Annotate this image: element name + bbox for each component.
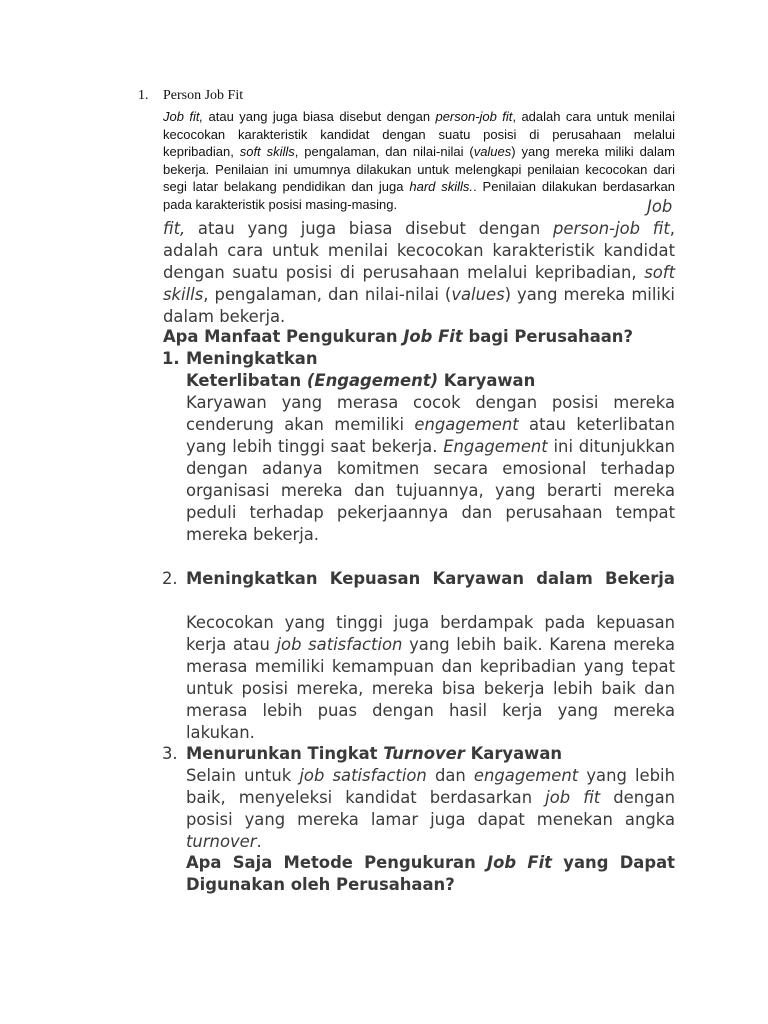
- emphasis: values: [451, 285, 505, 304]
- methods-heading: [186, 852, 675, 896]
- text-run: dan: [426, 766, 474, 785]
- text-run: Apa Manfaat Pengukuran: [163, 327, 404, 346]
- text-run: Meningkatkan: [186, 349, 318, 368]
- emphasis: soft skills: [239, 144, 295, 159]
- text-run: atau yang juga biasa disebut dengan: [185, 219, 553, 238]
- benefit-body: [186, 612, 675, 744]
- emphasis: hard skills.: [409, 179, 474, 194]
- text-run: Meningkatkan Kepuasan Karyawan dalam Bekerja: [186, 569, 675, 588]
- text-run: .: [256, 832, 262, 851]
- text-run: Selain untuk: [186, 766, 300, 785]
- text-run: , adalah cara untuk menilai kecocokan karakteristik kandidat dengan suatu posisi di perusahaan melalui kepribadian,: [163, 219, 676, 282]
- emphasis: job satisfaction: [276, 635, 403, 654]
- text-run: Karyawan: [438, 371, 536, 390]
- emphasis: person-job fit: [435, 109, 513, 124]
- text-run: , pengalaman, dan nilai-nilai (: [294, 144, 474, 159]
- emphasis: engagement: [473, 766, 579, 785]
- text-run: Apa Saja Metode Pengukuran: [186, 853, 488, 872]
- benefit-title: [186, 743, 675, 765]
- text-run: ) yang mereka miliki dalam bekerja. Penilaian ini umumnya dilakukan untuk melengkapi penilaian kecocokan dari segi latar belakang pendidikan dan juga: [163, 144, 675, 194]
- emphasis: Job Fit: [487, 853, 553, 872]
- emphasis: job fit: [545, 788, 601, 807]
- text-run: atau yang juga biasa disebut dengan: [203, 109, 436, 124]
- text-run: ) yang mereka miliki dalam bekerja.: [163, 285, 675, 326]
- text-run: Karyawan yang merasa cocok dengan posisi mereka cenderung akan memiliki: [186, 393, 675, 434]
- emphasis: values: [473, 144, 512, 159]
- text-run: yang lebih baik, menyeleksi kandidat berdasarkan: [186, 766, 675, 807]
- emphasis: (Engagement): [306, 371, 439, 390]
- emphasis: turnover: [186, 832, 257, 851]
- text-run: yang Dapat Digunakan oleh Perusahaan?: [186, 853, 675, 894]
- emphasis: soft skills: [163, 263, 675, 304]
- continuation-paragraph: [163, 196, 675, 328]
- emphasis: Job Fit: [403, 327, 463, 346]
- text-run: bagi Perusahaan?: [462, 327, 633, 346]
- emphasis: person: [552, 219, 610, 238]
- text-run: dengan posisi yang mereka lamar juga dapat menekan angka: [186, 788, 675, 829]
- benefit-body: [186, 392, 675, 546]
- text-run: Karyawan: [464, 744, 563, 763]
- benefit-title: [186, 568, 675, 590]
- benefits-heading: [163, 326, 675, 348]
- list-number: 2.: [162, 569, 178, 588]
- section-title: Person Job Fit: [163, 88, 244, 103]
- emphasis: job fit: [615, 219, 670, 238]
- emphasis: Job fit,: [163, 109, 204, 124]
- emphasis: engagement: [414, 415, 519, 434]
- list-number: 1.: [162, 349, 180, 368]
- text-run: ini ditunjukkan dengan adanya komitmen secara emosional terhadap organisasi mereka dan tujuannya, yang berarti mereka peduli terhadap pekerjaannya dan perusahaan tempat mereka bekerja.: [186, 437, 675, 544]
- text-run: Kecocokan yang tinggi juga berdampak pada kepuasan kerja atau: [186, 613, 675, 654]
- text-run: yang lebih baik. Karena mereka merasa memiliki kemampuan dan kepribadian yang tepat untuk posisi mereka, mereka bisa bekerja lebih baik dan merasa lebih puas dengan hasil kerja yang mereka lakukan.: [186, 635, 675, 742]
- benefit-title: [186, 348, 675, 392]
- text-run: . Penilaian dilakukan berdasarkan pada karakteristik posisi masing-masing.: [163, 179, 675, 212]
- text-run: , pengalaman, dan nilai-nilai (: [203, 285, 452, 304]
- emphasis: Turnover: [383, 744, 465, 763]
- text-run: atau keterlibatan yang lebih tinggi saat bekerja.: [186, 415, 675, 456]
- emphasis: Engagement: [443, 437, 548, 456]
- benefit-body: [186, 765, 675, 853]
- title-line: [186, 370, 675, 392]
- list-number: 1.: [138, 88, 149, 103]
- text-run: Keterlibatan: [186, 371, 307, 390]
- emphasis: Job fit,: [163, 197, 673, 238]
- text-run: Menurunkan Tingkat: [186, 744, 384, 763]
- emphasis: job satisfaction: [299, 766, 427, 785]
- text-run: -: [609, 219, 616, 238]
- text-run: , adalah cara untuk menilai kecocokan karakteristik kandidat dengan suatu posisi di perusahaan melalui kepribadian,: [163, 109, 676, 159]
- list-number: 3.: [162, 744, 178, 763]
